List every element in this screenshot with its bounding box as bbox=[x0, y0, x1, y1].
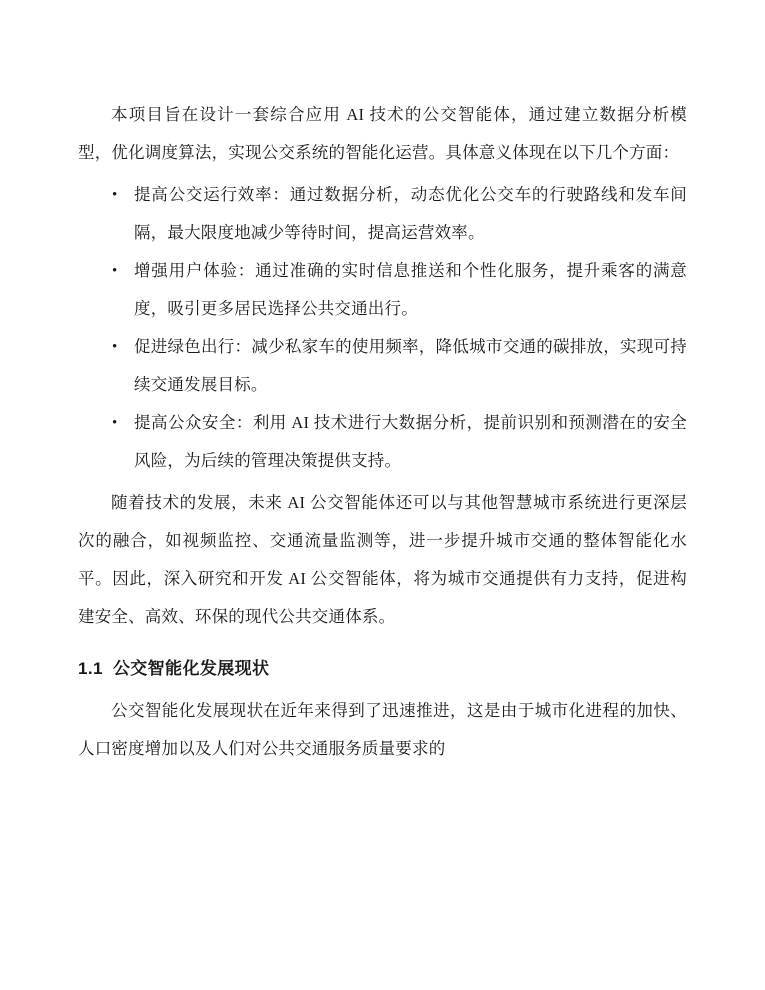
outlook-paragraph: 随着技术的发展，未来 AI 公交智能体还可以与其他智慧城市系统进行更深层次的融合，如视频监控、交通流量监测等，进一步提升城市交通的整体智能化水平。因此，深入研究和开发 AI 公交智能体，将为城市交通提供有力支持，促进构建安全、高效、环保的现代公共交通体系。 bbox=[78, 493, 687, 626]
bullet-icon: • bbox=[112, 263, 118, 279]
list-item-text: 增强用户体验：通过准确的实时信息推送和个性化服务，提升乘客的满意度，吸引更多居民选择公共交通出行。 bbox=[134, 261, 687, 318]
section-title: 公交智能化发展现状 bbox=[112, 659, 270, 678]
list-item-text: 提高公众安全：利用 AI 技术进行大数据分析，提前识别和预测潜在的安全风险，为后续的管理决策提供支持。 bbox=[134, 413, 687, 470]
section-paragraph: 公交智能化发展现状在近年来得到了迅速推进，这是由于城市化进程的加快、人口密度增加以及人们对公共交通服务质量要求的 bbox=[78, 701, 687, 758]
list-item bbox=[78, 252, 687, 328]
list-item-text: 提高公交运行效率：通过数据分析，动态优化公交车的行驶路线和发车间隔，最大限度地减少等待时间，提高运营效率。 bbox=[134, 185, 687, 242]
bullet-icon: • bbox=[112, 339, 118, 355]
intro-paragraph: 本项目旨在设计一套综合应用 AI 技术的公交智能体，通过建立数据分析模型，优化调度算法，实现公交系统的智能化运营。具体意义体现在以下几个方面： bbox=[78, 105, 687, 162]
bullet-icon: • bbox=[112, 187, 118, 203]
list-item bbox=[78, 404, 687, 480]
benefits-list bbox=[78, 176, 687, 480]
list-item bbox=[78, 328, 687, 404]
list-item bbox=[78, 176, 687, 252]
list-item-text: 促进绿色出行：减少私家车的使用频率，降低城市交通的碳排放，实现可持续交通发展目标。 bbox=[134, 337, 687, 394]
bullet-icon: • bbox=[112, 415, 118, 431]
document-body bbox=[78, 96, 687, 768]
section-heading bbox=[78, 652, 687, 686]
section-number: 1.1 bbox=[78, 659, 103, 678]
